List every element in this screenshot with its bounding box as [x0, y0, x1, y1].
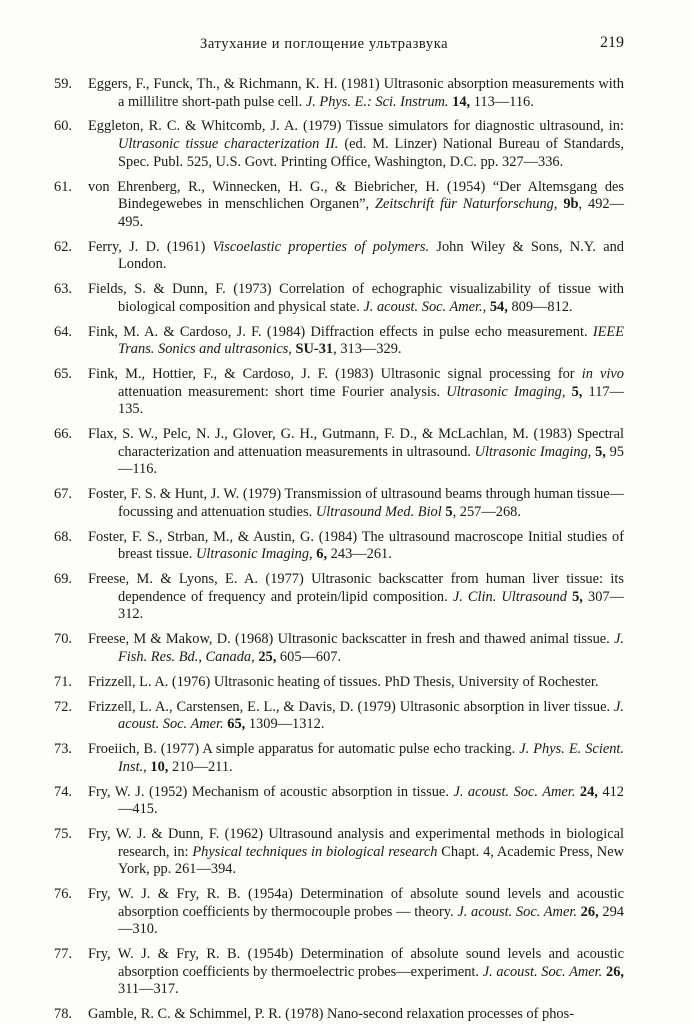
reference-number: 66.	[54, 426, 72, 443]
reference-volume-bold: 24,	[579, 783, 598, 800]
reference-text-run: Foster, F. S. & Hunt, J. W. (1979) Transmission of ultrasound beams through human tissue—focussing and attenuation studies.	[88, 486, 624, 520]
reference-text-run: 294—310.	[118, 903, 624, 938]
reference-source-italic: J. acoust. Soc. Amer.,	[363, 298, 487, 315]
reference-text-run: Frizzell, L. A., Carstensen, E. L., & Davis, D. (1979) Ultrasonic absorption in liver tissue.	[88, 698, 614, 715]
reference-entry	[54, 76, 624, 111]
reference-number: 78.	[54, 1006, 72, 1023]
reference-text-run: Freese, M. & Lyons, E. A. (1977) Ultrasonic backscatter from human liver tissue: its dependence of frequency and protein/lipid composition.	[88, 571, 624, 605]
reference-text-run: 1309—1312.	[245, 716, 325, 733]
reference-text-run: von Ehrenberg, R., Winnecken, H. G., & Biebricher, H. (1954) “Der Altemsgang des Bindegewebes in menschlichen Organen”,	[88, 178, 624, 213]
reference-volume-bold: 5,	[571, 383, 583, 400]
reference-text-run: 243—261.	[327, 546, 392, 563]
reference-source-italic: in vivo	[581, 366, 624, 383]
reference-entry	[54, 118, 624, 171]
reference-text-run: 412—415.	[118, 783, 624, 818]
reference-volume-bold: 5	[445, 503, 453, 520]
reference-source-italic: J. Clin. Ultrasound	[452, 588, 567, 605]
reference-source-italic: J. Phys. E. Scient. Inst.,	[118, 741, 624, 775]
reference-text	[88, 571, 624, 624]
reference-text	[88, 281, 624, 316]
reference-text-run: Fry, W. J. & Fry, R. B. (1954b) Determination of absolute sound levels and acoustic absorption coefficients by thermoelectric probes—experiment.	[88, 946, 624, 980]
reference-text-run: Fink, M. A. & Cardoso, J. F. (1984) Diffraction effects in pulse echo measurement.	[88, 323, 593, 340]
reference-text	[88, 324, 624, 359]
reference-text-run: , 492—495.	[118, 196, 624, 230]
reference-text-run: Flax, S. W., Pelc, N. J., Glover, G. H., Gutmann, F. D., & McLachlan, M. (1983) Spectral characterization and attenuation measurements in ultrasound.	[88, 426, 624, 460]
reference-number: 71.	[54, 673, 72, 690]
reference-text	[88, 179, 624, 232]
reference-text-run: John Wiley & Sons, N.Y. and London.	[118, 238, 624, 273]
reference-number: 61.	[54, 178, 72, 195]
reference-number: 65.	[54, 366, 72, 383]
reference-source-italic: Ultrasonic Imaging,	[446, 383, 566, 400]
reference-text-run: 210—211.	[168, 758, 233, 775]
reference-text	[88, 826, 624, 879]
reference-text-run: Froeiich, B. (1977) A simple apparatus for automatic pulse echo tracking.	[88, 741, 520, 758]
reference-text-run: 95—116.	[118, 443, 624, 478]
reference-entry	[54, 366, 624, 419]
reference-source-italic: J. acoust. Soc. Amer.	[482, 963, 603, 980]
reference-text-run: , 257—268.	[452, 503, 521, 520]
reference-number: 74.	[54, 783, 72, 800]
reference-text-run: 113—116.	[470, 93, 534, 110]
reference-text-run: Fields, S. & Dunn, F. (1973) Correlation of echographic visualizability of tissue with biological composition and physical state.	[88, 281, 624, 315]
reference-entry	[54, 673, 624, 692]
page-number: 219	[600, 34, 624, 51]
reference-source-italic: Zeitschrift für Naturforschung,	[375, 196, 558, 213]
reference-text-run: 605—607.	[276, 648, 342, 665]
reference-number: 64.	[54, 323, 72, 340]
reference-entry	[54, 486, 624, 521]
reference-text	[88, 674, 624, 692]
reference-entry	[54, 1006, 624, 1024]
reference-entry	[54, 323, 624, 359]
reference-text-run: Eggers, F., Funck, Th., & Richmann, K. H. (1981) Ultrasonic absorption measurements with a millilitre short-path pulse cell.	[88, 76, 624, 110]
reference-entry	[54, 826, 624, 879]
running-head	[60, 34, 624, 58]
reference-number: 67.	[54, 486, 72, 503]
reference-source-italic: Ultrasonic tissue characterization II.	[118, 136, 339, 153]
reference-volume-bold: 5,	[595, 443, 606, 460]
reference-number: 73.	[54, 741, 72, 758]
reference-entry	[54, 783, 624, 819]
reference-entry	[54, 698, 624, 734]
reference-text	[88, 631, 624, 666]
reference-entry	[54, 741, 624, 776]
reference-text	[88, 741, 624, 776]
reference-volume-bold: 5,	[572, 588, 583, 605]
reference-text-run: Frizzell, L. A. (1976) Ultrasonic heating of tissues. PhD Thesis, University of Rochester.	[88, 673, 599, 690]
reference-entry	[54, 178, 624, 232]
reference-text	[88, 426, 624, 479]
reference-source-italic: Ultrasound Med. Biol	[315, 503, 442, 520]
reference-text-run: Ferry, J. D. (1961)	[88, 238, 213, 255]
reference-number: 62.	[54, 238, 72, 255]
reference-source-italic: Physical techniques in biological research	[192, 843, 438, 860]
reference-text	[88, 699, 624, 734]
reference-text-run: 809—812.	[507, 298, 573, 315]
reference-source-italic: J. Fish. Res. Bd., Canada,	[118, 631, 624, 665]
reference-text-run: 117—135.	[118, 383, 624, 418]
reference-number: 60.	[54, 118, 72, 135]
reference-number: 75.	[54, 826, 72, 843]
reference-volume-bold: 26,	[580, 903, 599, 920]
reference-volume-bold: 26,	[606, 963, 624, 980]
reference-number: 76.	[54, 886, 72, 903]
reference-volume-bold: 65,	[227, 716, 246, 733]
reference-text-run: Gamble, R. C. & Schimmel, P. R. (1978) Nano-second relaxation processes of phos-	[88, 1006, 574, 1023]
reference-text-run: Freese, M & Makow, D. (1968) Ultrasonic backscatter in fresh and thawed animal tissue.	[88, 631, 614, 648]
reference-number: 69.	[54, 571, 72, 588]
reference-source-italic: J. Phys. E.: Sci. Instrum.	[305, 93, 449, 110]
reference-text	[88, 486, 624, 521]
reference-text-run: Fink, M., Hottier, F., & Cardoso, J. F. (1983) Ultrasonic signal processing for	[88, 366, 582, 383]
reference-text-run: Fry, W. J. & Fry, R. B. (1954a) Determination of absolute sound levels and acoustic absorption coefficients by thermocouple probes — theory.	[88, 886, 624, 920]
reference-text	[88, 118, 624, 171]
reference-text-run: 311—317.	[118, 981, 179, 998]
reference-text-run: Foster, F. S., Strban, M., & Austin, G. (1984) The ultrasound macroscope Initial studies of breast tissue.	[88, 528, 624, 563]
reference-source-italic: J. acoust. Soc. Amer.	[453, 783, 576, 800]
reference-number: 70.	[54, 631, 72, 648]
reference-source-italic: IEEE Trans. Sonics and ultrasonics,	[118, 323, 624, 358]
reference-text	[88, 886, 624, 939]
reference-text-run: 307—312.	[118, 588, 624, 623]
reference-number: 72.	[54, 698, 72, 715]
reference-volume-bold: SU-31	[295, 341, 334, 358]
reference-text-run: Fry, W. J. (1952) Mechanism of acoustic absorption in tissue.	[88, 783, 454, 800]
reference-source-italic: J. acoust. Soc. Amer.	[118, 698, 624, 733]
reference-text	[88, 1006, 624, 1024]
reference-volume-bold: 25,	[258, 648, 277, 665]
reference-list	[54, 76, 624, 1024]
reference-number: 77.	[54, 946, 72, 963]
reference-text	[88, 784, 624, 819]
reference-entry	[54, 528, 624, 564]
reference-entry	[54, 886, 624, 939]
reference-text	[88, 239, 624, 274]
reference-entry	[54, 631, 624, 666]
reference-text-run: (ed. M. Linzer) National Bureau of Standards, Spec. Publ. 525, U.S. Govt. Printing Office, Washington, D.C. pp. 327—336.	[118, 136, 624, 170]
reference-source-italic: Ultrasonic Imaging,	[474, 443, 592, 460]
reference-volume-bold: 9b	[563, 196, 579, 213]
reference-text-run: Chapt. 4, Academic Press, New York, pp. 261—394.	[118, 843, 624, 878]
reference-text	[88, 529, 624, 564]
reference-text-run: attenuation measurement: short time Fourier analysis.	[118, 383, 447, 400]
reference-volume-bold: 14,	[452, 93, 471, 110]
reference-text-run: , 313—329.	[333, 341, 402, 358]
reference-entry	[54, 571, 624, 624]
reference-text	[88, 946, 624, 999]
reference-entry	[54, 426, 624, 479]
reference-volume-bold: 6,	[316, 546, 328, 563]
reference-number: 68.	[54, 528, 72, 545]
running-title: Затухание и поглощение ультразвука	[200, 36, 449, 52]
reference-entry	[54, 946, 624, 999]
reference-source-italic: Ultrasonic Imaging,	[195, 546, 313, 563]
reference-text	[88, 366, 624, 419]
reference-text-run: Fry, W. J. & Dunn, F. (1962) Ultrasound analysis and experimental methods in biological research, in:	[88, 826, 624, 860]
reference-volume-bold: 54,	[489, 298, 508, 315]
reference-volume-bold: 10,	[150, 758, 169, 775]
reference-number: 63.	[54, 281, 72, 298]
reference-source-italic: Viscoelastic properties of polymers.	[212, 238, 430, 255]
reference-text	[88, 76, 624, 111]
reference-entry	[54, 281, 624, 316]
reference-entry	[54, 238, 624, 274]
reference-source-italic: J. acoust. Soc. Amer.	[457, 903, 577, 920]
reference-number: 59.	[54, 76, 72, 92]
reference-text-run: Eggleton, R. C. & Whitcomb, J. A. (1979) Tissue simulators for diagnostic ultrasound, in:	[88, 118, 624, 135]
